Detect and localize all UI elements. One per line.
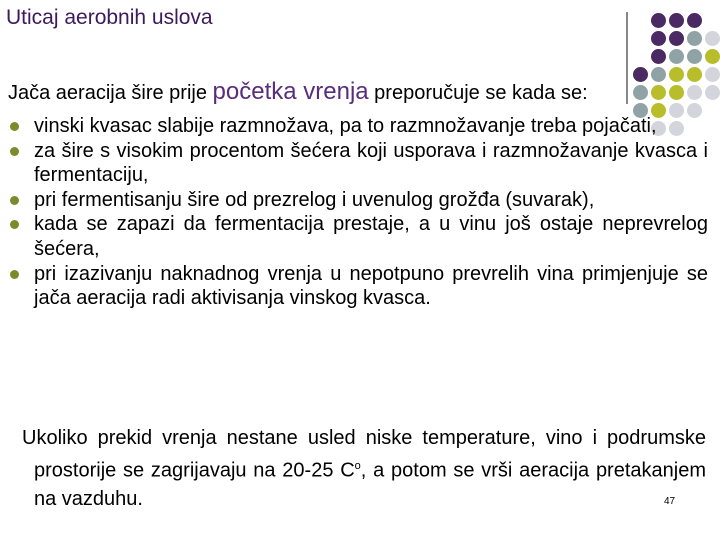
degree-superscript: o [354,460,361,472]
decorative-dot [669,13,684,28]
note-text-start: Ukoliko prekid vrenja nestane usled niske temperature, vino i podrumske prostorije se zagrijavaju na 20-25 C [22,427,706,482]
decorative-dot [705,49,720,64]
intro-paragraph [8,79,708,106]
decorative-dot [669,49,684,64]
list-item [8,139,708,188]
list-item [8,188,708,213]
decorative-dot [687,49,702,64]
intro-emphasis: početka vrenja [212,78,369,105]
decorative-dot [651,13,666,28]
slide-title: Uticaj aerobnih uslova [6,6,213,29]
list-item [8,114,708,139]
decorative-dot [651,31,666,46]
list-item [8,212,708,261]
list-item [8,262,708,311]
bullet-dot-icon [10,122,19,131]
decorative-dot [705,31,720,46]
list-item-text: pri izazivanju naknadnog vrenja u nepotpuno prevrelih vina primjenjuje se jača aeracija radi aktivisanja vinskog kvasca. [34,262,708,310]
decorative-dot [669,31,684,46]
list-item-text: pri fermentisanju šire od prezrelog i uvenulog grožđa (suvarak), [34,188,595,211]
intro-text-start: Jača aeracija šire prije [8,82,213,104]
decorative-dot [687,31,702,46]
decorative-dot [687,13,702,28]
bullet-dot-icon [10,147,19,156]
bullet-list [8,114,708,311]
bullet-dot-icon [10,270,19,279]
page-number: 47 [664,496,676,507]
list-item-text: vinski kvasac slabije razmnožava, pa to razmnožavanje treba pojačati, [34,115,657,137]
bullet-dot-icon [10,220,19,229]
list-item-text: kada se zapazi da fermentacija prestaje, a u vinu još ostaje neprevrelog šećera, [34,213,708,260]
decorative-dot [651,49,666,64]
list-item-text: za šire s visokim procentom šećera koji usporava i razmnožavanje kvasca i fermentaciju, [34,139,708,187]
bullet-dot-icon [10,196,19,205]
note-paragraph [22,424,706,513]
note-text-end: , a potom se vrši aeracija pretakanjem na vazduhu. [34,459,706,510]
intro-text-end: preporučuje se kada se: [368,82,588,104]
